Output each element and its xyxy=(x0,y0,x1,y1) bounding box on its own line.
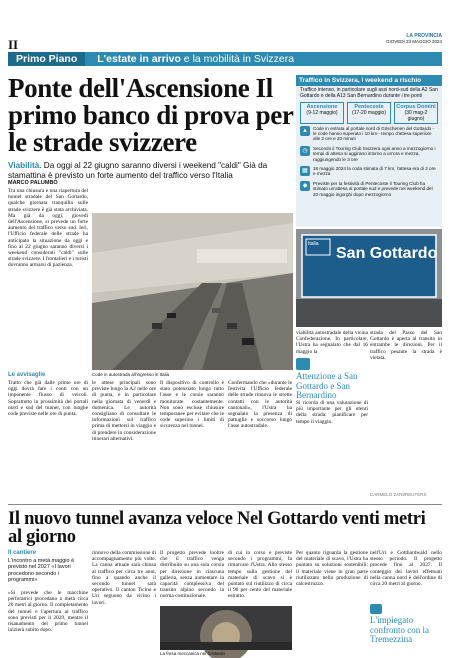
section-tag: Primo Piano xyxy=(8,52,85,66)
clock-icon: ◷ xyxy=(300,146,310,156)
main-kicker: Viabilità. xyxy=(8,161,42,170)
holiday-name: Pentecoste xyxy=(354,103,384,110)
sidebar-item-text: 18 maggio 2024 la coda stimata di 7 km, l'attesa era di 2 ore e mezza xyxy=(313,166,436,177)
sidebar-item-text: Previste per la festività di Pentecoste il Touring Club ha stimato un'attesa al portale sud e prevede nel weekend del 20 maggio ingorghi dopo mezzogiorno xyxy=(313,180,433,197)
main-subhead-text: Da oggi al 22 giugno saranno diversi i weekend "caldi" Già da stamattina è previsto un forte aumento del traffico verso l'Italia xyxy=(8,161,268,180)
photo-credit: CARMELO ZANI/REUTERS xyxy=(370,492,427,497)
lower-col-2: rinnovo della commissione di accompagnamento più volte. La canna attuale sarà chiusa al traffico per circa tre anni, fino a quando anche il secondo tunnel sarà operativo. Il canton Ticino e Uri seguono da vicino i lavori. xyxy=(92,550,156,606)
sign-text: San Gottardo xyxy=(336,245,438,262)
tunnel-icon xyxy=(370,604,382,614)
masthead-date: GIOVEDÌ 23 MAGGIO 2024 xyxy=(385,39,442,44)
main-col-6b: Si ricorda di una valutazione di più importante per gli utenti della strada: pianificare per tempo il viaggio. xyxy=(296,400,368,425)
impact-box: L'impiegato confronto con la Tremezzina xyxy=(370,615,429,644)
road-sign-photo xyxy=(296,229,442,327)
page-number: II xyxy=(8,37,19,52)
sidebar-intro: Traffico intenso, in particolare sugli assi nord-sud della A2 San Gottardo e della A13 San Bernardino durante i tre ponti xyxy=(300,87,438,99)
tunnel-image xyxy=(160,606,292,650)
lower-intro: L'incontro a metà maggio è previsto nel 2027 «I lavori procedono secondo i programmi» xyxy=(8,558,75,584)
holiday-box xyxy=(347,102,391,124)
sidebar-item xyxy=(296,179,442,199)
section-title-bold: L'estate in arrivo xyxy=(97,53,181,65)
lower-kicker: Il cantiere xyxy=(8,550,37,556)
byline: MARCO PALUMBO xyxy=(8,180,58,186)
sidebar-title: Traffico in Svizzera, i weekend a rischio xyxy=(296,75,442,86)
main-headline: Ponte dell'Ascensione Il primo banco di prova per le strade svizzere xyxy=(8,73,293,157)
sidebar-item xyxy=(296,164,442,179)
main-col-6: strada del Passo del San Gottardo è aperta al transito in entrambe le direzioni. Per il traffico pesante la strada è vietata. xyxy=(370,330,442,361)
section-title-rest: e la mobilità in Svizzera xyxy=(180,53,295,65)
holiday-box xyxy=(300,102,344,124)
holiday-box xyxy=(394,102,438,124)
main-subhead xyxy=(8,161,293,181)
lower-col-1: «Si prevede che le macchine perforatrici procedano a metà circa 20 metri al giorno. Il completamento del tunnel e l'apertura al traffico sono previsti per il 2029, mentre il risanamento del primo tunnel inizierà subito dopo. xyxy=(8,590,88,634)
main-col-2: le attese principali sono previste lungo la A2 nelle ore di punta, e in particolare nella giornata di venerdì e domenica. Le autorità consigliano di consultare le informazioni sul traffico prima di mettersi in viaggio e di prendere in considerazione itinerari alternativi. xyxy=(92,380,156,442)
lower-col-5: Per quanto riguarda la gestione del materiale di scavo, l'Ustra ha puntato su soluzioni sostenibili: il materiale viene in gran parte riutilizzato nella produzione di calcestruzzo. xyxy=(296,550,368,588)
masthead-name: LA PROVINCIA xyxy=(406,33,442,39)
calendar-icon: ▦ xyxy=(300,166,310,176)
lower-headline: Il nuovo tunnel avanza veloce Nel Gottardo venti metri al giorno xyxy=(8,509,426,547)
holiday-name: Corpus Domini xyxy=(396,103,436,110)
main-col-4: Confermando che «durante le festività l'Ufficio federale delle strade rinnova le strette contatti con le autorità cantonali», l'Ustra ha segnalato la presenza di pattuglie e soccorso lungo l'asse autostradale. xyxy=(228,380,292,430)
lower-col-4: di cui in corso e previste secondo i programmi, fa rimarcare l'Ustra. Allo stesso tempo sulla gestione del materiale di scavo si è puntato sul riutilizzo di circa il 90 per cento del materiale estratto. xyxy=(228,550,292,600)
holiday-dates: (17-20 maggio) xyxy=(352,109,386,116)
holiday-boxes xyxy=(296,102,442,124)
lower-col-6: nell'Uri e Gotthardwald nello stesso periodo. Il progetto procede fino al 2027. Il conteggio dei lavori effettuati nella canna nord è dell'ordine di circa 20 metri al giorno. xyxy=(370,550,442,588)
main-col1-head: Le avvisaglie xyxy=(8,372,46,378)
tunnel-caption: La fresa meccanica nel Gottardo xyxy=(160,651,226,656)
sign-direction: Italia xyxy=(308,241,319,247)
divider xyxy=(8,504,442,505)
main-col-3: Il dispositivo di controllo è stato potenziato lungo tutto l'asse e le corsie saranno monitorate costantemente. Non sono escluse chiusure temporanee per evitare che le code superino i limiti di sicurezza nel tunnel. xyxy=(160,380,224,430)
holiday-dates: (9-12 maggio) xyxy=(306,109,338,116)
lower-col-3: Il progetto prevede inoltre che il traffico venga distribuito su una sola corsia per direzione in ciascuna galleria, senza aumentare la capacità complessiva del transito alpino secondo la norma costituzionale. xyxy=(160,550,224,600)
holiday-dates: (30 mag-2 giugno) xyxy=(404,109,428,122)
main-col-5: viabilità autostradale della vicina Confederazione. In particolare, l'Ustra ha segnalato che dal 16 maggio la xyxy=(296,330,368,355)
main-col-1: Tra una chiusura e una riapertura del tunnel stradale del San Gottardo, qualche giornata tranquilla sulle strade svizzere è già stata archiviata. Ma già da oggi, giovedì dell'Ascensione, si prevede un forte aumento del traffico verso sud. Ieri, l'Ufficio federale delle strade ha anticipato la situazione da oggi e fino al 22 giugno saranno diversi i weekend considerati "caldi" sulle strade svizzere. I frontalieri e i turisti dovranno armarsi di pazienza. xyxy=(8,188,88,269)
main-photo-caption: Code in autostrada all'ingresso in Italia xyxy=(92,372,170,377)
tunnel-photo xyxy=(160,606,292,650)
sidebar-item-text: Secondo il Touring Club Svizzera ogni anno a mezzogiorno i tempi di attesa si aggirano intorno a un'ora e mezza, raggiungendo le 3 ore xyxy=(313,145,436,162)
holiday-name: Ascensione xyxy=(306,103,338,110)
traffic-sidebar xyxy=(296,75,442,227)
main-col-1b: Tratto che già dalle prime ore di oggi dovrà fare i conti con un imponente flusso di veicoli. Soprattutto in prossimità dei portali nord e sud del tunnel, con lunghe code previste nelle ore di punta. xyxy=(8,380,88,418)
car-icon: ▲ xyxy=(300,126,310,136)
traffic-photo xyxy=(92,213,293,370)
attention-box: Attenzione a San Gottardo e San Bernardino xyxy=(296,371,358,400)
sidebar-item-text: Code in entrata al portale nord di Göschenen del Gottardo - le code hanno superato i 10 km - tempo d'attesa superiore alle 2 ore e 20 minuti xyxy=(313,125,435,142)
masthead xyxy=(386,33,442,44)
car-icon xyxy=(296,358,310,370)
sidebar-item xyxy=(296,144,442,164)
section-bar xyxy=(8,52,442,66)
highway-image xyxy=(92,213,293,370)
road-icon: ◆ xyxy=(300,181,310,191)
sidebar-item xyxy=(296,124,442,144)
